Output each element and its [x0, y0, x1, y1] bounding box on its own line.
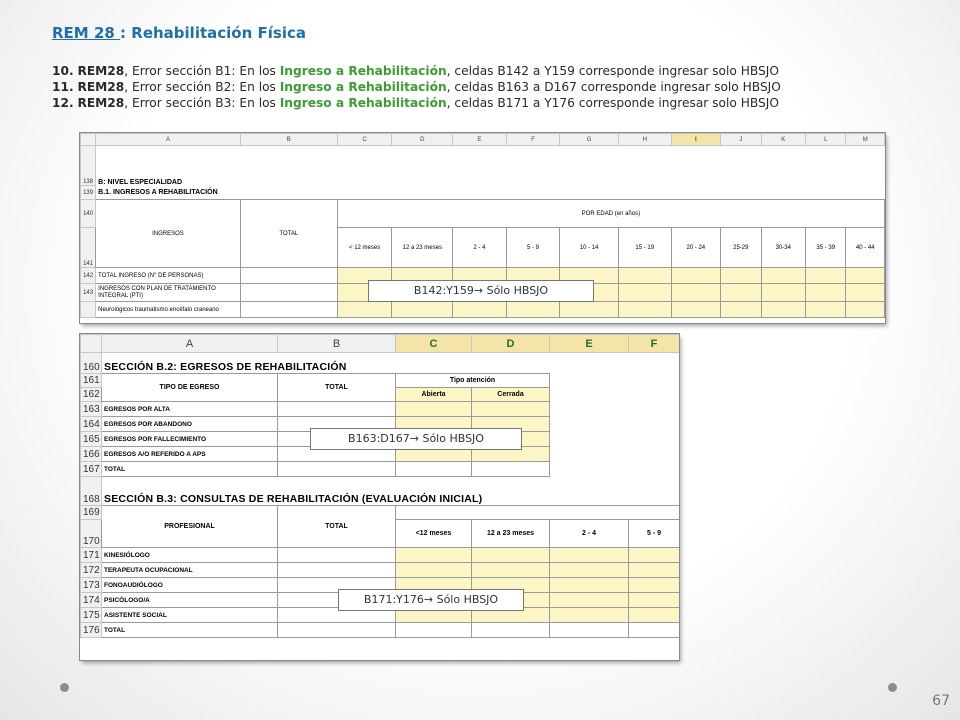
age-header: 12 a 23 meses: [472, 520, 550, 548]
title-text: Rehabilitación Física: [131, 24, 306, 42]
row-number[interactable]: 160: [81, 353, 102, 374]
instruction-line: [52, 79, 781, 95]
data-cell[interactable]: [392, 302, 453, 318]
data-cell[interactable]: [337, 302, 392, 318]
data-cell[interactable]: [671, 268, 721, 284]
data-cell[interactable]: [396, 623, 472, 638]
instruction-pre: , Error sección B2: En los: [124, 80, 280, 94]
row-label: Neurológicos traumatismo encéfalo craneano: [96, 302, 241, 318]
instruction-highlight: Ingreso a Rehabilitación: [279, 80, 447, 94]
age-header: 20 - 24: [671, 228, 721, 268]
data-cell[interactable]: [721, 268, 761, 284]
subsection-title: B.1. INGRESOS A REHABILITACIÓN: [96, 186, 885, 200]
title-separator: :: [120, 24, 132, 42]
callout-b3: B171:Y176→ Sólo HBSJO: [338, 589, 524, 611]
data-cell[interactable]: [618, 284, 671, 302]
col-header[interactable]: K: [761, 134, 805, 146]
row-number[interactable]: 168: [81, 477, 102, 506]
row-number[interactable]: 175: [81, 608, 102, 623]
section-title: B: NIVEL ESPECIALIDAD: [96, 146, 885, 186]
corner-cell[interactable]: [81, 335, 102, 353]
data-cell[interactable]: [721, 302, 761, 318]
data-cell[interactable]: [472, 623, 550, 638]
age-header: 10 - 14: [560, 228, 619, 268]
col-header[interactable]: G: [560, 134, 619, 146]
section-b2-title: SECCIÓN B.2: EGRESOS DE REHABILITACIÓN: [102, 353, 680, 374]
col-header[interactable]: E: [550, 335, 629, 353]
instruction-post: , celdas B163 a D167 corresponde ingresar solo HBSJO: [446, 80, 781, 94]
data-cell[interactable]: [618, 302, 671, 318]
section-b3-title: SECCIÓN B.3: CONSULTAS DE REHABILITACIÓN (EVALUACIÓN INICIAL): [102, 477, 680, 506]
row-label: EGRESOS A/O REFERIDO A APS: [102, 447, 278, 462]
row-number[interactable]: 165: [81, 432, 102, 447]
data-cell[interactable]: [721, 284, 761, 302]
data-cell[interactable]: [472, 548, 550, 563]
table-row: [81, 402, 680, 417]
row-label: PSICÓLOGO/A: [102, 593, 278, 608]
data-cell[interactable]: [550, 548, 629, 563]
slide-title: [52, 24, 306, 42]
col-header[interactable]: A: [96, 134, 241, 146]
data-cell[interactable]: [806, 302, 846, 318]
data-cell[interactable]: [550, 608, 629, 623]
row-number[interactable]: 141: [81, 228, 96, 268]
col-header[interactable]: B: [240, 134, 337, 146]
col-header[interactable]: L: [806, 134, 846, 146]
row-label: EGRESOS POR ABANDONO: [102, 417, 278, 432]
row-label: ASISTENTE SOCIAL: [102, 608, 278, 623]
data-cell[interactable]: [453, 302, 507, 318]
instruction-number: 10.: [52, 64, 74, 78]
instruction-highlight: Ingreso a Rehabilitación: [279, 64, 447, 78]
data-cell[interactable]: [671, 302, 721, 318]
data-cell[interactable]: [240, 284, 337, 302]
row-number[interactable]: 164: [81, 417, 102, 432]
data-cell[interactable]: [278, 402, 396, 417]
row-number[interactable]: 143: [81, 284, 96, 302]
row-number[interactable]: 176: [81, 623, 102, 638]
row-label: FONOAUDIÓLOGO: [102, 578, 278, 593]
row-label: INGRESOS CON PLAN DE TRATAMIENTO INTEGRAL (PTI): [96, 284, 241, 302]
instruction-number: 11.: [52, 80, 74, 94]
header-ingresos: INGRESOS: [96, 200, 241, 268]
row-number[interactable]: 163: [81, 402, 102, 417]
data-cell[interactable]: [278, 623, 396, 638]
instruction-rem: REM28: [77, 96, 125, 110]
instruction-line: [52, 63, 781, 79]
data-cell[interactable]: [629, 623, 680, 638]
header-cerrada: Cerrada: [472, 388, 550, 402]
row-number[interactable]: 138: [81, 146, 96, 186]
age-header: < 12 meses: [337, 228, 392, 268]
title-ref-link[interactable]: REM 28: [52, 24, 121, 42]
col-header[interactable]: C: [396, 335, 472, 353]
data-cell[interactable]: [550, 563, 629, 578]
col-header[interactable]: I: [671, 134, 721, 146]
callout-b1: B142:Y159→ Sólo HBSJO: [368, 280, 594, 302]
age-header: 25-29: [721, 228, 761, 268]
corner-cell[interactable]: [81, 134, 96, 146]
row-label: EGRESOS POR FALLECIMIENTO: [102, 432, 278, 447]
data-cell[interactable]: [560, 302, 619, 318]
row-number[interactable]: 167: [81, 462, 102, 477]
data-cell[interactable]: [396, 402, 472, 417]
instruction-post: , celdas B142 a Y159 corresponde ingresar solo HBSJO: [446, 64, 779, 78]
age-header: 12 a 23 meses: [392, 228, 453, 268]
data-cell[interactable]: [618, 268, 671, 284]
instruction-list: [52, 63, 781, 111]
row-number[interactable]: 172: [81, 563, 102, 578]
age-header: <12 meses: [396, 520, 472, 548]
table-row: [81, 623, 680, 638]
age-header: 30-34: [761, 228, 805, 268]
decorative-dot-left: [60, 683, 69, 692]
col-header[interactable]: B: [278, 335, 396, 353]
row-number[interactable]: 169: [81, 506, 102, 520]
row-number[interactable]: 171: [81, 548, 102, 563]
row-number[interactable]: 139: [81, 186, 96, 200]
data-cell[interactable]: [278, 563, 396, 578]
data-cell[interactable]: [629, 608, 680, 623]
header-profesional: PROFESIONAL: [102, 506, 278, 548]
row-number[interactable]: 142: [81, 268, 96, 284]
row-number[interactable]: 162: [81, 388, 102, 402]
data-cell[interactable]: [846, 284, 885, 302]
col-header[interactable]: A: [102, 335, 278, 353]
data-cell[interactable]: [396, 548, 472, 563]
data-cell[interactable]: [550, 623, 629, 638]
row-number[interactable]: [81, 302, 96, 318]
header-total: TOTAL: [278, 506, 396, 548]
col-header[interactable]: J: [721, 134, 761, 146]
data-cell[interactable]: [472, 462, 550, 477]
instruction-pre: , Error sección B3: En los: [124, 96, 280, 110]
col-header[interactable]: C: [337, 134, 392, 146]
row-number[interactable]: 170: [81, 520, 102, 548]
row-number[interactable]: 166: [81, 447, 102, 462]
col-header[interactable]: H: [618, 134, 671, 146]
table-row: [81, 462, 680, 477]
instruction-number: 12.: [52, 96, 74, 110]
data-cell[interactable]: [761, 302, 805, 318]
age-header: 5 - 9: [506, 228, 560, 268]
spreadsheet-b2-b3: [80, 334, 679, 660]
header-tipo-egreso: TIPO DE EGRESO: [102, 374, 278, 402]
instruction-rem: REM28: [77, 80, 125, 94]
header-total: TOTAL: [278, 374, 396, 402]
instruction-line: [52, 95, 781, 111]
age-header: 5 - 9: [629, 520, 680, 548]
data-cell[interactable]: [550, 578, 629, 593]
col-header[interactable]: E: [453, 134, 507, 146]
data-cell[interactable]: [506, 302, 560, 318]
row-number[interactable]: 140: [81, 200, 96, 228]
instruction-highlight: Ingreso a Rehabilitación: [279, 96, 447, 110]
decorative-dot-right: [888, 683, 897, 692]
col-header[interactable]: F: [629, 335, 680, 353]
data-cell[interactable]: [846, 268, 885, 284]
col-header[interactable]: M: [846, 134, 885, 146]
age-header: 35 - 39: [806, 228, 846, 268]
page-number: 67: [932, 693, 950, 709]
data-cell[interactable]: [472, 402, 550, 417]
instruction-pre: , Error sección B1: En los: [124, 64, 280, 78]
data-cell[interactable]: [761, 268, 805, 284]
data-cell[interactable]: [472, 563, 550, 578]
data-cell[interactable]: [761, 284, 805, 302]
col-header[interactable]: D: [392, 134, 453, 146]
row-number[interactable]: 173: [81, 578, 102, 593]
callout-b2: B163:D167→ Sólo HBSJO: [310, 428, 522, 450]
header-age-group: POR EDAD (en años): [337, 200, 884, 228]
data-cell[interactable]: [278, 548, 396, 563]
age-header: 15 - 19: [618, 228, 671, 268]
table-row: [81, 548, 680, 563]
header-tipo-atencion: Tipo atención: [396, 374, 550, 388]
data-cell[interactable]: [396, 462, 472, 477]
data-cell[interactable]: [396, 563, 472, 578]
row-label: TOTAL INGRESO (N° DE PERSONAS): [96, 268, 241, 284]
row-label: TERAPEUTA OCUPACIONAL: [102, 563, 278, 578]
instruction-rem: REM28: [77, 64, 125, 78]
age-header: 2 - 4: [550, 520, 629, 548]
header-abierta: Abierta: [396, 388, 472, 402]
data-cell[interactable]: [629, 578, 680, 593]
row-number[interactable]: 174: [81, 593, 102, 608]
data-cell[interactable]: [629, 548, 680, 563]
col-header[interactable]: F: [506, 134, 560, 146]
table-row: [81, 302, 885, 318]
data-cell[interactable]: [629, 563, 680, 578]
data-cell[interactable]: [671, 284, 721, 302]
row-number[interactable]: 161: [81, 374, 102, 388]
table-row: [81, 563, 680, 578]
row-label: TOTAL: [102, 462, 278, 477]
age-header: 2 - 4: [453, 228, 507, 268]
header-total: TOTAL: [240, 200, 337, 268]
data-cell[interactable]: [240, 302, 337, 318]
row-label: TOTAL: [102, 623, 278, 638]
data-cell[interactable]: [278, 462, 396, 477]
row-label: KINESIÓLOGO: [102, 548, 278, 563]
data-cell[interactable]: [806, 284, 846, 302]
data-cell[interactable]: [629, 593, 680, 608]
data-cell[interactable]: [806, 268, 846, 284]
instruction-post: , celdas B171 a Y176 corresponde ingresar solo HBSJO: [446, 96, 779, 110]
row-label: EGRESOS POR ALTA: [102, 402, 278, 417]
data-cell[interactable]: [550, 593, 629, 608]
data-cell[interactable]: [846, 302, 885, 318]
age-header: 40 - 44: [846, 228, 885, 268]
data-cell[interactable]: [240, 268, 337, 284]
col-header[interactable]: D: [472, 335, 550, 353]
